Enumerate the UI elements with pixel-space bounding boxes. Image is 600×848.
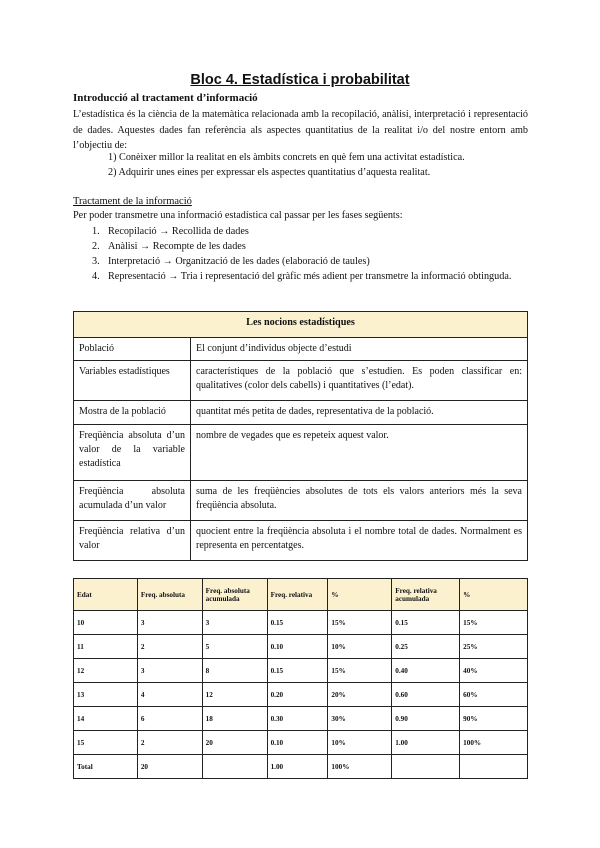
- table-row: [74, 481, 528, 521]
- notion-term: Variables estadístiques: [74, 361, 191, 401]
- table-cell: 1.00: [267, 755, 328, 779]
- table-cell: 0.30: [267, 707, 328, 731]
- phase-number: 3.: [92, 256, 100, 267]
- table-cell: 40%: [460, 659, 528, 683]
- table-cell: 13: [74, 683, 138, 707]
- table-row: [74, 521, 528, 561]
- table-cell: 20%: [328, 683, 392, 707]
- notion-term: Freqüència absoluta d’un valor de la variable estadística: [74, 425, 191, 481]
- phase-number: 4.: [92, 271, 100, 282]
- column-header: Freq. absoluta: [137, 579, 202, 611]
- table-cell: 20: [202, 731, 267, 755]
- notion-term: Freqüència absoluta acumulada d’un valor: [74, 481, 191, 521]
- table-cell: 100%: [328, 755, 392, 779]
- table-cell: 10%: [328, 635, 392, 659]
- table-row: [74, 635, 528, 659]
- notion-definition: característiques de la població que s’estudien. Es poden classificar en: qualitatives (color dels cabells) i quantitatives (l’edat).: [191, 361, 528, 401]
- table-cell: 0.90: [392, 707, 460, 731]
- table-row: [74, 659, 528, 683]
- notion-definition: suma de les freqüències absolutes de tots els valors anteriors més la seva freqüència absoluta.: [191, 481, 528, 521]
- table-cell: 15%: [460, 611, 528, 635]
- table-cell: 18: [202, 707, 267, 731]
- objective-item: 2) Adquirir unes eines per expressar els aspectes quantitatius d’aquesta realitat.: [108, 167, 431, 178]
- table-cell: 0.15: [267, 659, 328, 683]
- page-title: Bloc 4. Estadística i probabilitat: [190, 72, 410, 88]
- table-cell: 4: [137, 683, 202, 707]
- phase-text: Interpretació → Organització de les dades (elaboració de taules): [108, 256, 370, 267]
- table-cell: 0.60: [392, 683, 460, 707]
- table-cell: 5: [202, 635, 267, 659]
- column-header: Freq. relativa acumulada: [392, 579, 460, 611]
- table-cell: 1.00: [392, 731, 460, 755]
- table-cell: [392, 755, 460, 779]
- frequency-header-row: [74, 579, 528, 611]
- phase-text: Representació → Tria i representació del gràfic més adient per transmetre la informació obtinguda.: [108, 271, 512, 282]
- column-header: %: [328, 579, 392, 611]
- tractament-intro: Per poder transmetre una informació estadística cal passar per les fases següents:: [73, 210, 403, 221]
- table-row: [74, 361, 528, 401]
- column-header: Freq. absoluta acumulada: [202, 579, 267, 611]
- column-header: Edat: [74, 579, 138, 611]
- table-cell: 10%: [328, 731, 392, 755]
- table-cell: 14: [74, 707, 138, 731]
- table-row: [74, 683, 528, 707]
- table-cell: 3: [137, 611, 202, 635]
- table-cell: 0.25: [392, 635, 460, 659]
- table-cell: 15%: [328, 611, 392, 635]
- notion-term: Mostra de la població: [74, 401, 191, 425]
- table-cell: 0.15: [392, 611, 460, 635]
- table-row: [74, 707, 528, 731]
- intro-paragraph: L’estadística és la ciència de la matemàtica relacionada amb la recopilació, anàlisi, interpretació i representació de dades. Aquestes dades fan referència als aspectes quantitatius de la realitat i/o del nostre entorn amb l’objectiu de:: [73, 109, 528, 151]
- notion-term: Població: [74, 338, 191, 361]
- table-row: [74, 401, 528, 425]
- notions-header: Les nocions estadístiques: [74, 312, 528, 338]
- table-cell: [460, 755, 528, 779]
- notion-definition: quantitat més petita de dades, representativa de la població.: [191, 401, 528, 425]
- table-cell: 2: [137, 731, 202, 755]
- table-cell: 15: [74, 731, 138, 755]
- notion-term: Freqüència relativa d’un valor: [74, 521, 191, 561]
- column-header: %: [460, 579, 528, 611]
- phase-text: Anàlisi → Recompte de les dades: [108, 241, 246, 252]
- table-row: [74, 731, 528, 755]
- table-cell: 6: [137, 707, 202, 731]
- table-row: [74, 611, 528, 635]
- table-cell: 20: [137, 755, 202, 779]
- table-cell: 2: [137, 635, 202, 659]
- phase-text: Recopilació → Recollida de dades: [108, 226, 249, 237]
- table-cell: 0.40: [392, 659, 460, 683]
- phase-number: 1.: [92, 226, 100, 237]
- table-cell: 0.10: [267, 635, 328, 659]
- table-cell: 3: [137, 659, 202, 683]
- objective-item: 1) Conèixer millor la realitat en els àmbits concrets en què fem una activitat estadística.: [108, 152, 465, 163]
- phase-number: 2.: [92, 241, 100, 252]
- notion-definition: quocient entre la freqüència absoluta i el nombre total de dades. Normalment es representa en percentatges.: [191, 521, 528, 561]
- table-cell: 100%: [460, 731, 528, 755]
- table-cell: 8: [202, 659, 267, 683]
- table-cell: 90%: [460, 707, 528, 731]
- table-cell: 3: [202, 611, 267, 635]
- table-row: [74, 338, 528, 361]
- notion-definition: El conjunt d’individus objecte d’estudi: [191, 338, 528, 361]
- column-header: Freq. relativa: [267, 579, 328, 611]
- table-cell: 12: [202, 683, 267, 707]
- table-cell: 15%: [328, 659, 392, 683]
- table-cell: 12: [74, 659, 138, 683]
- intro-heading: Introducció al tractament d’informació: [73, 92, 258, 104]
- notions-header-row: [74, 312, 528, 338]
- table-cell: 60%: [460, 683, 528, 707]
- table-cell: Total: [74, 755, 138, 779]
- table-cell: 0.10: [267, 731, 328, 755]
- table-cell: 30%: [328, 707, 392, 731]
- table-cell: [202, 755, 267, 779]
- table-cell: 0.20: [267, 683, 328, 707]
- notion-definition: nombre de vegades que es repeteix aquest valor.: [191, 425, 528, 481]
- table-cell: 0.15: [267, 611, 328, 635]
- table-cell: 11: [74, 635, 138, 659]
- table-cell: 25%: [460, 635, 528, 659]
- tractament-heading: Tractament de la informació: [73, 196, 192, 207]
- table-row: [74, 425, 528, 481]
- notions-table: [73, 311, 528, 561]
- frequency-table: [73, 578, 528, 779]
- table-cell: 10: [74, 611, 138, 635]
- total-row: [74, 755, 528, 779]
